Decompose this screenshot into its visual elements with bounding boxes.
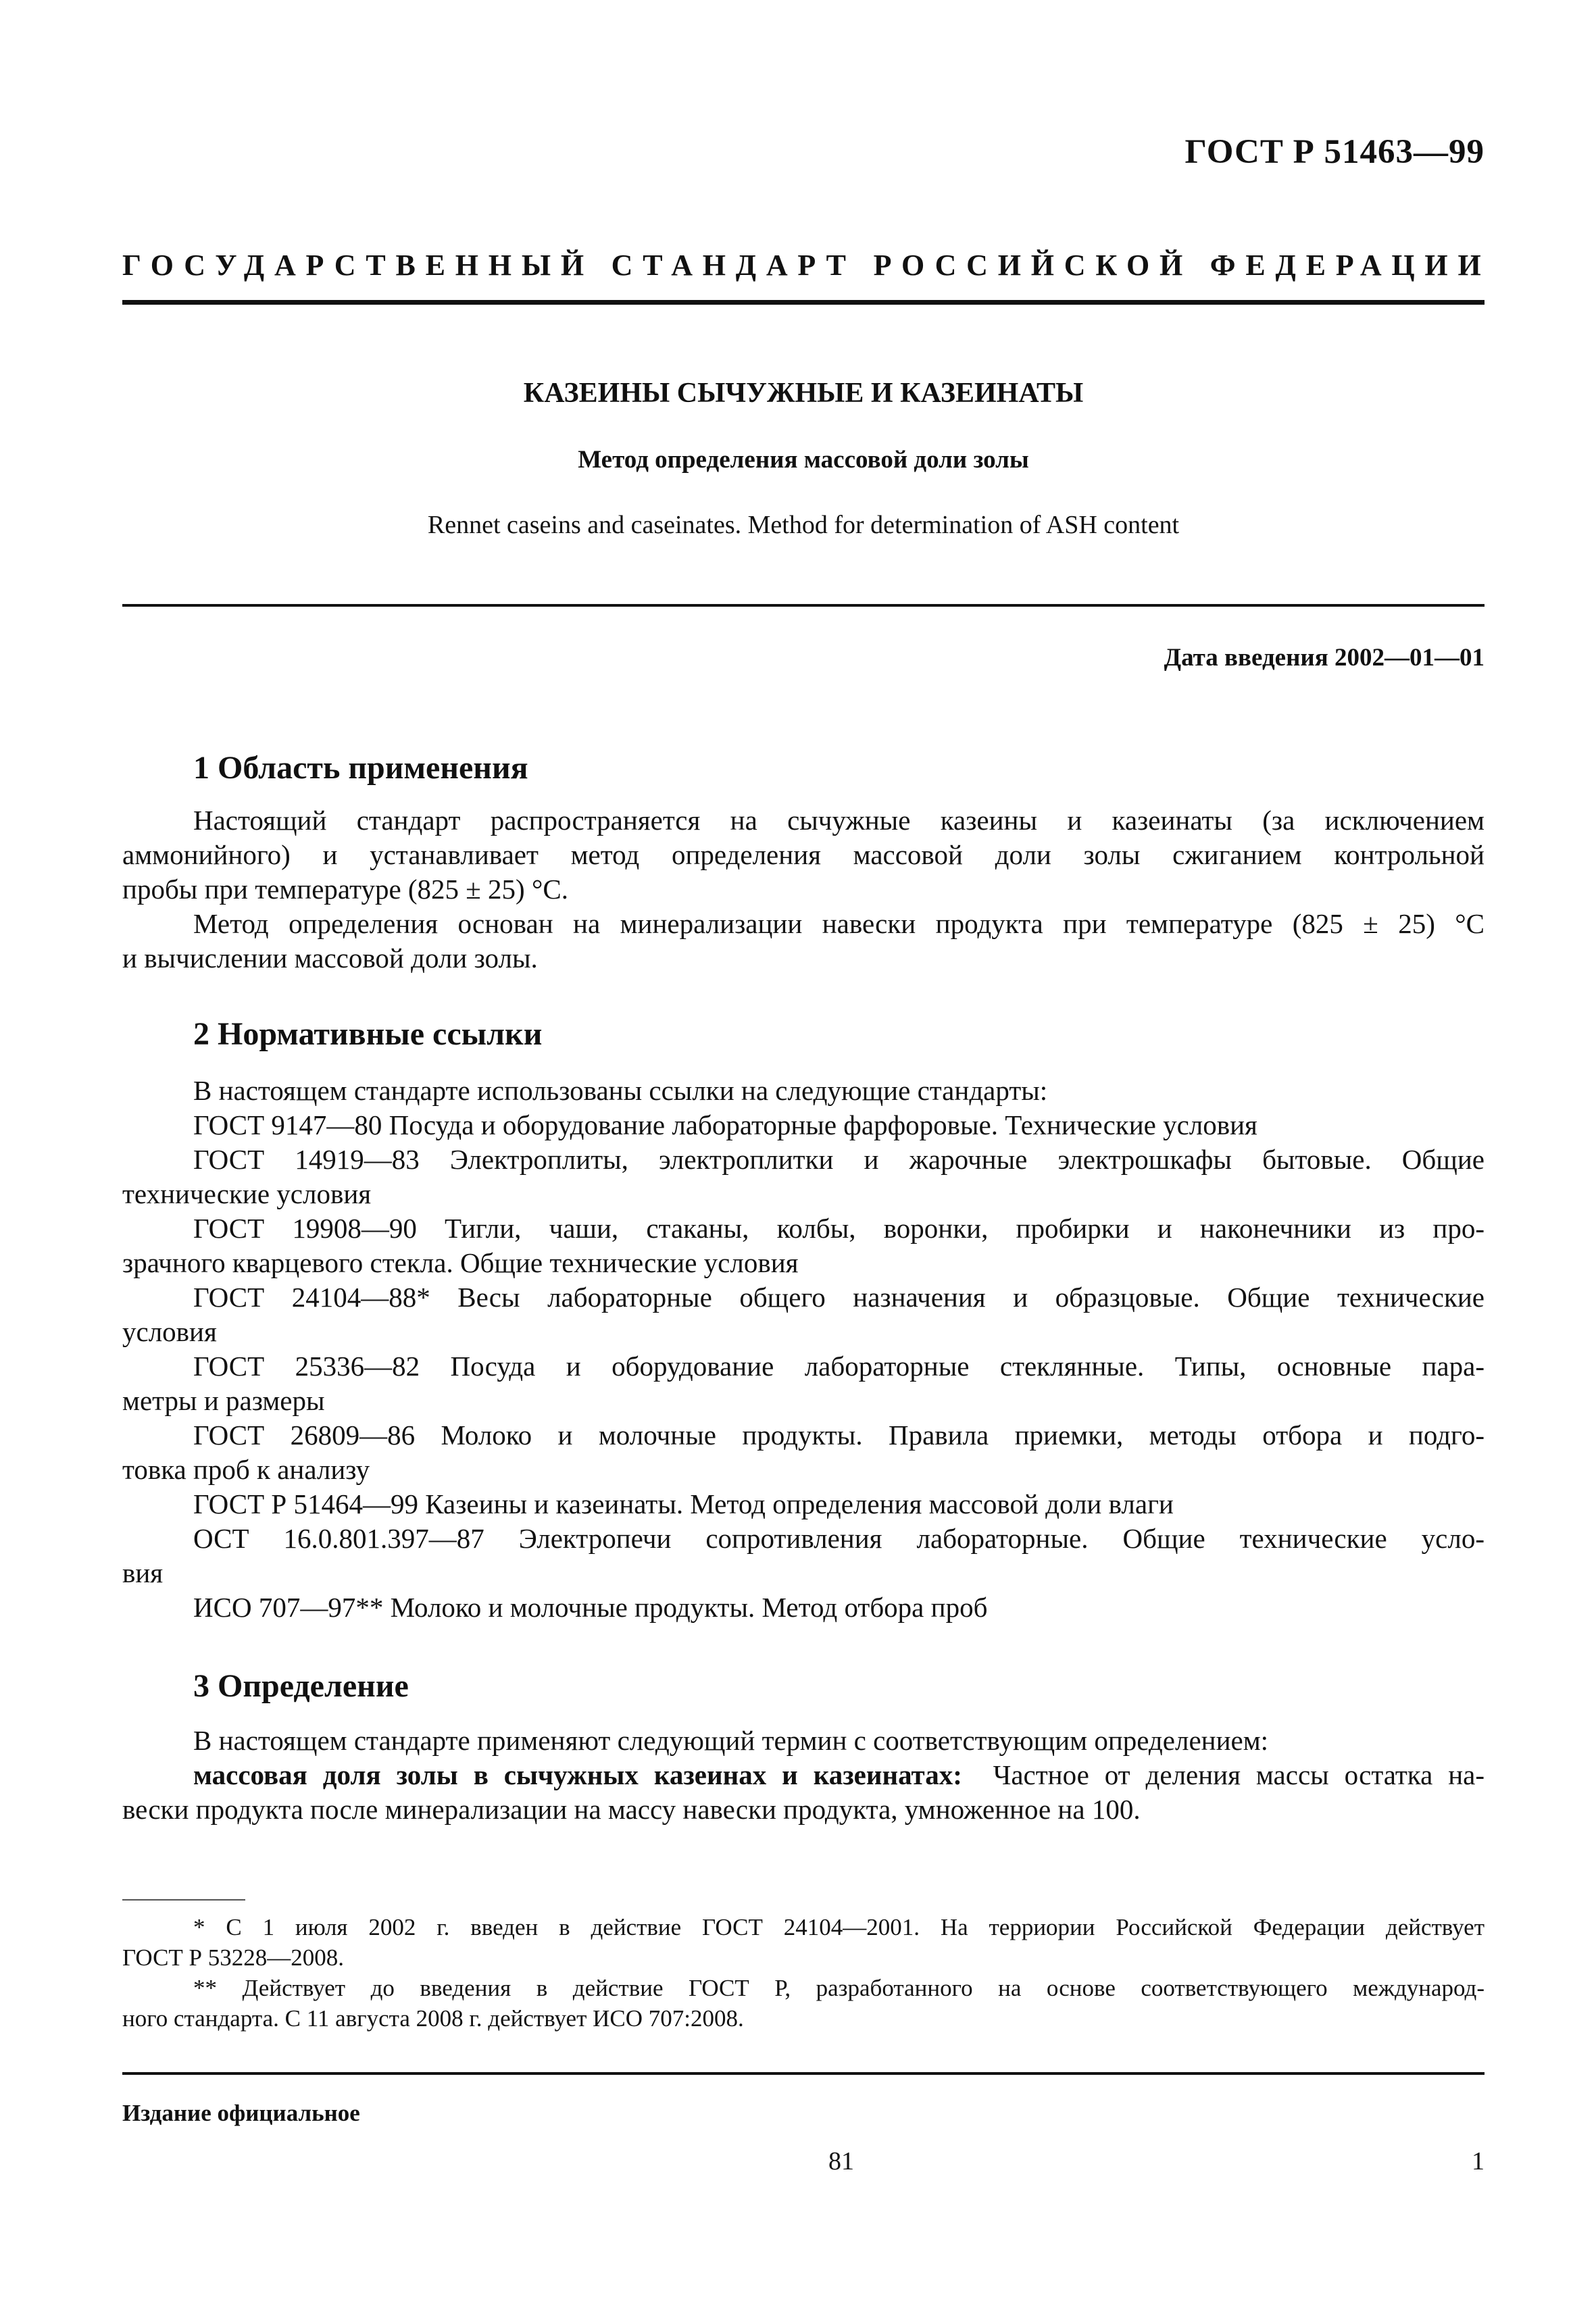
reference-item: ГОСТ 14919—83 Электроплиты, электроплитки и жарочные электрошкафы бытовые. Общие — [193, 1144, 1485, 1175]
references-intro: В настоящем стандарте использованы ссылки на следующие стандарты: — [193, 1075, 1048, 1106]
footnote-text: * С 1 июля 2002 г. введен в действие ГОСТ 24104—2001. На терриории Российской Федерации действует — [193, 1914, 1485, 1940]
footnote-1 — [122, 1912, 1485, 1973]
reference-item-cont: условия — [122, 1316, 217, 1347]
text-line: аммонийного) и устанавливает метод определения массовой доли золы сжиганием контрольной — [122, 839, 1485, 870]
section-1-heading: 1 Область применения — [193, 750, 528, 786]
reference-item: ГОСТ Р 51464—99 Казеины и казеинаты. Метод определения массовой доли влаги — [193, 1488, 1174, 1519]
footnote-separator — [122, 1899, 245, 1901]
reference-item: ГОСТ 19908—90 Тигли, чаши, стаканы, колбы, воронки, пробирки и наконечники из про- — [193, 1213, 1485, 1244]
page-number-right: 1 — [1472, 2147, 1485, 2175]
definition-text: вески продукта после минерализации на массу навески продукта, умноженное на 100. — [122, 1794, 1141, 1825]
reference-item-cont: вия — [122, 1557, 164, 1588]
footnote-text: ГОСТ Р 53228—2008. — [122, 1944, 345, 1971]
reference-item: ГОСТ 9147—80 Посуда и оборудование лабораторные фарфоровые. Технические условия — [193, 1109, 1257, 1140]
section-3-heading: 3 Определение — [193, 1668, 409, 1704]
document-title: КАЗЕИНЫ СЫЧУЖНЫЕ И КАЗЕИНАТЫ — [523, 378, 1084, 409]
standard-number: ГОСТ Р 51463—99 — [1184, 133, 1485, 171]
page-number-center: 81 — [828, 2147, 854, 2175]
defined-term: массовая доля золы в сычужных казеинах и казеинатах: — [193, 1759, 962, 1790]
title-rule — [122, 604, 1485, 607]
footnote-text: ного стандарта. С 11 августа 2008 г. действует ИСО 707:2008. — [122, 2005, 744, 2032]
state-standard-banner: ГОСУДАРСТВЕННЫЙ СТАНДАРТ РОССИЙСКОЙ ФЕДЕРАЦИИ — [122, 249, 1491, 282]
section-2-heading: 2 Нормативные ссылки — [193, 1016, 543, 1052]
footer-rule — [122, 2072, 1485, 2075]
text-line: Метод определения основан на минерализации навески продукта при температуре (825 ± 25) °С — [193, 908, 1485, 939]
section-2-body — [122, 1074, 1485, 1625]
reference-item-cont: зрачного кварцевого стекла. Общие технические условия — [122, 1247, 799, 1278]
reference-item: ИСО 707—97** Молоко и молочные продукты. Метод отбора проб — [193, 1592, 988, 1623]
text-line: Настоящий стандарт распространяется на сычужные казеины и казеинаты (за исключением — [193, 805, 1485, 836]
definition-text: Частное от деления массы остатка на- — [993, 1759, 1485, 1790]
section-3-body — [122, 1724, 1485, 1827]
document-subtitle: Метод определения массовой доли золы — [578, 446, 1029, 474]
footnote-text: ** Действует до введения в действие ГОСТ Р, разработанного на основе соответствующего международ- — [193, 1975, 1485, 2001]
definition-intro: В настоящем стандарте применяют следующий термин с соответствующим определением: — [193, 1725, 1269, 1756]
official-edition-label: Издание официальное — [122, 2100, 360, 2126]
text-line: пробы при температуре (825 ± 25) °С. — [122, 874, 568, 905]
reference-item-cont: метры и размеры — [122, 1385, 325, 1416]
reference-item: ГОСТ 25336—82 Посуда и оборудование лабораторные стеклянные. Типы, основные пара- — [193, 1351, 1485, 1382]
document-english-title: Rennet caseins and caseinates. Method for determination of ASH content — [427, 511, 1180, 539]
introduction-date: Дата введения 2002—01—01 — [1164, 644, 1485, 672]
footnote-2 — [122, 1973, 1485, 2034]
text-line: и вычислении массовой доли золы. — [122, 942, 538, 974]
reference-item: ОСТ 16.0.801.397—87 Электропечи сопротивления лабораторные. Общие технические усло- — [193, 1523, 1485, 1554]
header-rule — [122, 300, 1485, 305]
reference-item: ГОСТ 26809—86 Молоко и молочные продукты. Правила приемки, методы отбора и подго- — [193, 1419, 1485, 1451]
section-1-paragraph-2 — [122, 907, 1485, 976]
reference-item-cont: товка проб к анализу — [122, 1454, 370, 1485]
reference-item-cont: технические условия — [122, 1178, 372, 1209]
section-1-paragraph-1 — [122, 803, 1485, 907]
reference-item: ГОСТ 24104—88* Весы лабораторные общего назначения и образцовые. Общие технические — [193, 1282, 1485, 1313]
